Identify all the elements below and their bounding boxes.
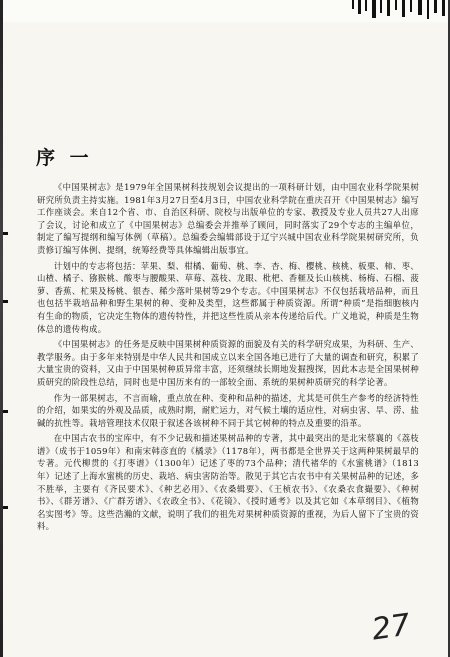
scan-mark bbox=[427, 0, 429, 19]
scan-mark bbox=[3, 300, 8, 303]
scan-mark bbox=[442, 0, 445, 16]
page-heading: 序 一 bbox=[36, 147, 93, 169]
paragraph: 计划中的专志将包括：苹果、梨、柑橘、葡萄、桃、李、杏、梅、樱桃、核桃、板栗、柿、枣、山楂、橘子、猕猴桃、酸枣与腰酸果、草莓、荔枝、龙眼、枇杷、香榧及长山核桃、杨梅、石榴、菠萝、香蕉、杧果及杨桃、银杏、稀少落叶果树等29个专志。《中国果树志》不仅包括栽培品种，而且也包括半栽培品种和野生果树的种、变种及类型，这些都属于种质资源。所谓“种质”是指细胞核内有生命的物质，它决定生物体的遗传特性，并把这些性质从亲本传递给后代。广义地说，种质是生物体总的遗传构成。 bbox=[37, 260, 419, 334]
scan-mark bbox=[3, 232, 8, 235]
scan-mark bbox=[3, 410, 8, 413]
scan-mark bbox=[434, 0, 437, 13]
scan-mark bbox=[365, 0, 367, 11]
scan-left-edge bbox=[0, 0, 3, 657]
scan-mark bbox=[372, 0, 376, 18]
scan-mark bbox=[380, 0, 382, 13]
scan-mark bbox=[402, 0, 405, 17]
paragraph: 作为一部果树志，不言而喻，重点放在种、变种和品种的描述，尤其是可供生产参考的经济特性的介绍，如果实的外观及品质，成熟时期，耐贮运力，对气候土壤的适应性，对病虫害、旱、涝、盐碱的抗性等。栽培管理技术仅限于叙述各该树种不同于其它树种的特点及重要的沿革。 bbox=[37, 392, 419, 428]
scan-mark bbox=[387, 0, 390, 16]
scan-mark bbox=[358, 0, 361, 14]
body-text bbox=[37, 181, 419, 536]
paragraph: 在中国古农书的宝库中，有不少记载和描述果树品种的专著，其中最突出的是北宋蔡襄的《荔枝谱》（成书于1059年）和南宋韩彦直的《橘录》（1178年），两书都是全世界关于这两种果树最早的专著。元代柳贯的《打枣谱》（1300年）记述了枣的73个品种；清代褚华的《水蜜桃谱》（1813年）记述了上海水蜜桃的历史、栽培、病虫害防治等。散见于其它古农书中有关果树品种的记述，多不胜举，主要有《齐民要术》、《种艺必用》、《农桑辑要》、《王桢农书》、《农桑衣食撮要》、《种树书》、《群芳谱》、《广群芳谱》、《农政全书》、《花镜》、《授时通考》以及其它如《本草纲目》、《植物名实图考》等。这些浩瀚的文献，说明了我们的祖先对果树种质资源的重视，为后人留下了宝贵的资料。 bbox=[37, 433, 419, 532]
scan-mark bbox=[418, 0, 422, 15]
scan-mark bbox=[410, 0, 412, 12]
paragraph: 《中国果树志》是1979年全国果树科技规划会议提出的一项科研计划，由中国农业科学院果树研究所负责主持实施。1981年3月27日至4月3日，中国农业科学院在重庆召开《中国果树志》编写工作座谈会。来自12个省、市、自治区科研、院校与出版单位的专家、教授及专业人员共27人出席了会议，讨论和成立了《中国果树志》总编委会并推举了顾问，同时落实了29个专志的主编单位，制定了编写提纲和编写体例（草稿）。总编委会编辑部设于辽宁兴城中国农业科学院果树研究所，负责修订编写体例、提纲，统筹经费等具体编辑出版事宜。 bbox=[37, 182, 419, 255]
scan-mark bbox=[395, 0, 397, 10]
paragraph: 《中国果树志》的任务是反映中国果树种质资源的面貌及有关的科学研究成果，为科研、生产、教学服务。由于多年来特别是中华人民共和国成立以来全国各地已进行了大量的调查和研究，积累了大量宝贵的资料，又由于中国果树种质异常丰富，还须继续长期地发掘搜探，因此本志是全国果树种质研究的阶段性总结，同时也是中国历来有的一部较全面、系统的果树种质研究的科学论著。 bbox=[37, 339, 419, 387]
handwritten-page-number: 27 bbox=[369, 607, 413, 648]
scan-mark bbox=[3, 506, 8, 509]
scan-mark bbox=[352, 0, 354, 9]
scan-top-strip bbox=[0, 0, 450, 22]
